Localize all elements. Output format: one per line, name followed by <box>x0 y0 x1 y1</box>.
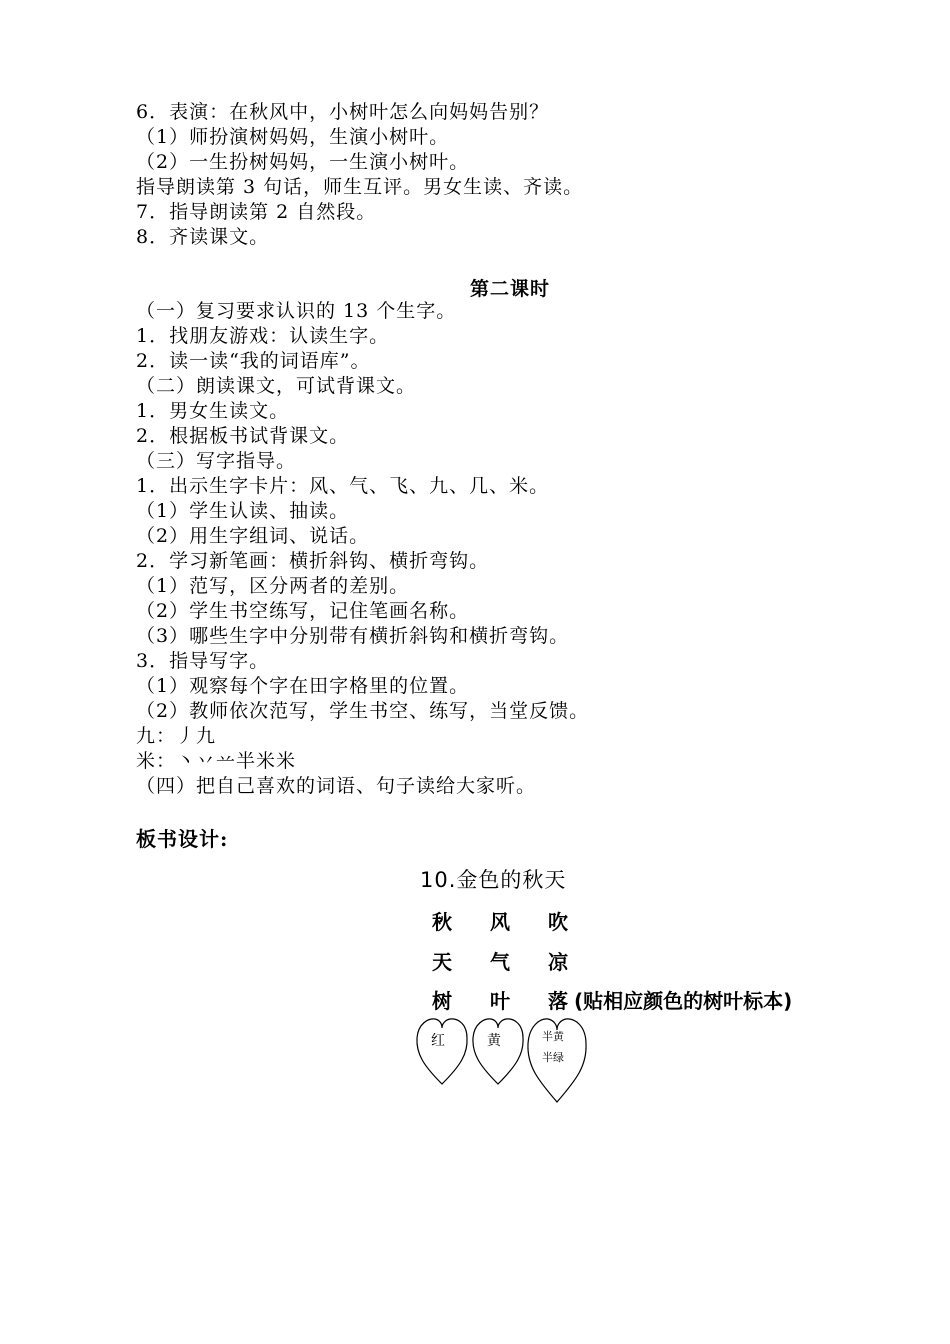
text-line: 8．齐读课文。 <box>136 226 270 248</box>
board-note: (贴相应颜色的树叶标本) <box>574 989 793 1013</box>
leaf-hearts <box>414 1014 594 1106</box>
text-line: （3）哪些生字中分别带有横折斜钩和横折弯钩。 <box>136 625 570 647</box>
board-word: 凉 <box>548 950 568 974</box>
text-line: （2）一生扮树妈妈，一生演小树叶。 <box>136 151 470 173</box>
text-line: 1．男女生读文。 <box>136 400 290 422</box>
text-line: 2．学习新笔画：横折斜钩、横折弯钩。 <box>136 550 490 572</box>
text-line: 2．读一读“我的词语库”。 <box>136 350 371 372</box>
text-line: （2）学生书空练写，记住笔画名称。 <box>136 600 470 622</box>
text-line: 3．指导写字。 <box>136 650 270 672</box>
text-line: （2）教师依次范写，学生书空、练写，当堂反馈。 <box>136 700 590 722</box>
text-line: （1）观察每个字在田字格里的位置。 <box>136 675 470 697</box>
board-word: 树 <box>432 989 452 1013</box>
stroke-order-mi: 米：丶丷䒑半米米 <box>136 750 297 772</box>
text-line: （2）用生字组词、说话。 <box>136 525 370 547</box>
text-line: （1）范写，区分两者的差别。 <box>136 575 410 597</box>
yellow-heart-icon <box>473 1019 523 1084</box>
text-line: （一）复习要求认识的 13 个生字。 <box>136 300 457 322</box>
board-word: 风 <box>490 910 510 934</box>
board-heading: 板书设计: <box>136 827 229 851</box>
board-title: 10.金色的秋天 <box>420 868 567 892</box>
text-line: （四）把自己喜欢的词语、句子读给大家听。 <box>136 775 537 797</box>
heart-label-half-green: 半绿 <box>542 1051 564 1064</box>
stroke-order-jiu: 九：丿九 <box>136 725 217 747</box>
board-word: 气 <box>490 950 510 974</box>
board-word: 吹 <box>548 910 568 934</box>
text-line: 2．根据板书试背课文。 <box>136 425 350 447</box>
text-line: 7．指导朗读第 2 自然段。 <box>136 201 377 223</box>
board-word: 秋 <box>432 910 452 934</box>
text-line: （二）朗读课文，可试背课文。 <box>136 375 417 397</box>
text-line: 指导朗读第 3 句话，师生互评。男女生读、齐读。 <box>136 176 584 198</box>
heart-label-red: 红 <box>431 1033 445 1049</box>
text-line: （三）写字指导。 <box>136 450 297 472</box>
board-word: 落 <box>548 989 568 1013</box>
text-line: （1）学生认读、抽读。 <box>136 500 350 522</box>
red-heart-icon <box>417 1019 467 1084</box>
heart-label-yellow: 黄 <box>487 1033 501 1049</box>
text-line: （1）师扮演树妈妈，生演小树叶。 <box>136 126 450 148</box>
section-title: 第二课时 <box>470 278 551 300</box>
text-line: 6．表演：在秋风中，小树叶怎么向妈妈告别？ <box>136 101 550 123</box>
text-line: 1．出示生字卡片：风、气、飞、九、几、米。 <box>136 475 550 497</box>
board-word: 叶 <box>490 989 510 1013</box>
heart-label-half-yellow: 半黄 <box>542 1030 564 1043</box>
board-word: 天 <box>432 950 452 974</box>
text-line: 1．找朋友游戏：认读生字。 <box>136 325 390 347</box>
